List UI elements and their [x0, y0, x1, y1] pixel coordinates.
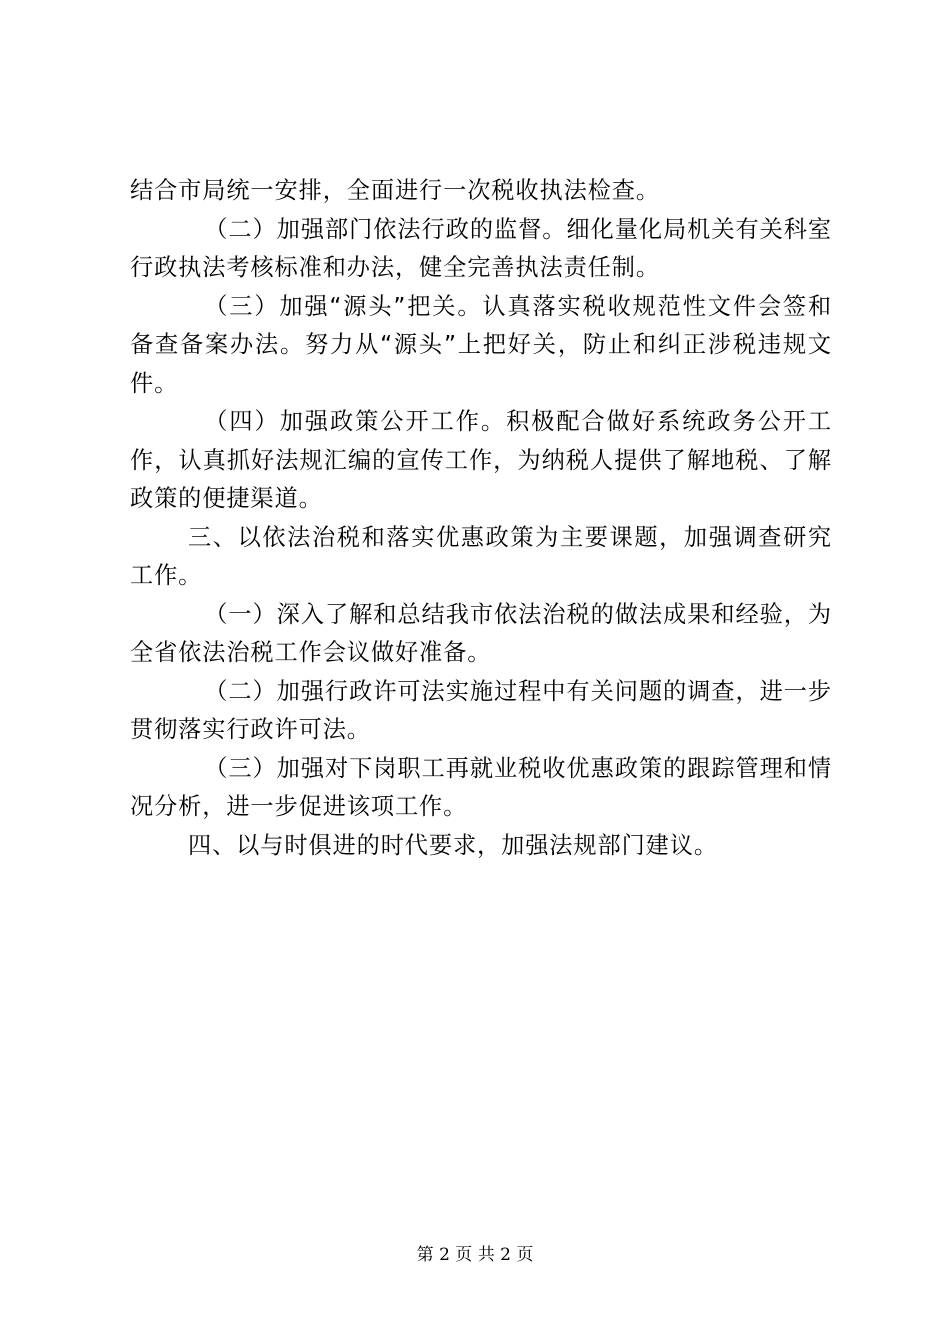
paragraph-item-2-4: （四）加强政策公开工作。积极配合做好系统政务公开工作，认真抓好法规汇编的宣传工作，为纳税人提供了解地税、了解政策的便捷渠道。	[130, 408, 832, 512]
paragraph-item-3-3: （三）加强对下岗职工再就业税收优惠政策的跟踪管理和情况分析，进一步促进该项工作。	[130, 754, 832, 820]
paragraph-item-2-2: （二）加强部门依法行政的监督。细化量化局机关有关科室行政执法考核标准和办法，健全完善执法责任制。	[130, 215, 832, 281]
paragraph-continuation: 结合市局统一安排，全面进行一次税收执法检查。	[130, 177, 660, 204]
document-body	[130, 172, 832, 865]
paragraph-item-2-3: （三）加强“源头”把关。认真落实税收规范性文件会签和备查备案办法。努力从“源头”上把好关，防止和纠正涉税违规文件。	[130, 292, 832, 397]
section-heading-3: 三、以依法治税和落实优惠政策为主要课题，加强调查研究工作。	[130, 523, 832, 589]
paragraph-item-3-2: （二）加强行政许可法实施过程中有关问题的调查，进一步贯彻落实行政许可法。	[130, 677, 832, 743]
section-heading-4: 四、以与时俱进的时代要求，加强法规部门建议。	[188, 831, 718, 859]
paragraph-item-3-1: （一）深入了解和总结我市依法治税的做法成果和经验，为全省依法治税工作会议做好准备。	[130, 600, 832, 666]
page-number-indicator: 第 2 页 共 2 页	[416, 1245, 534, 1265]
page-footer	[0, 1243, 950, 1267]
